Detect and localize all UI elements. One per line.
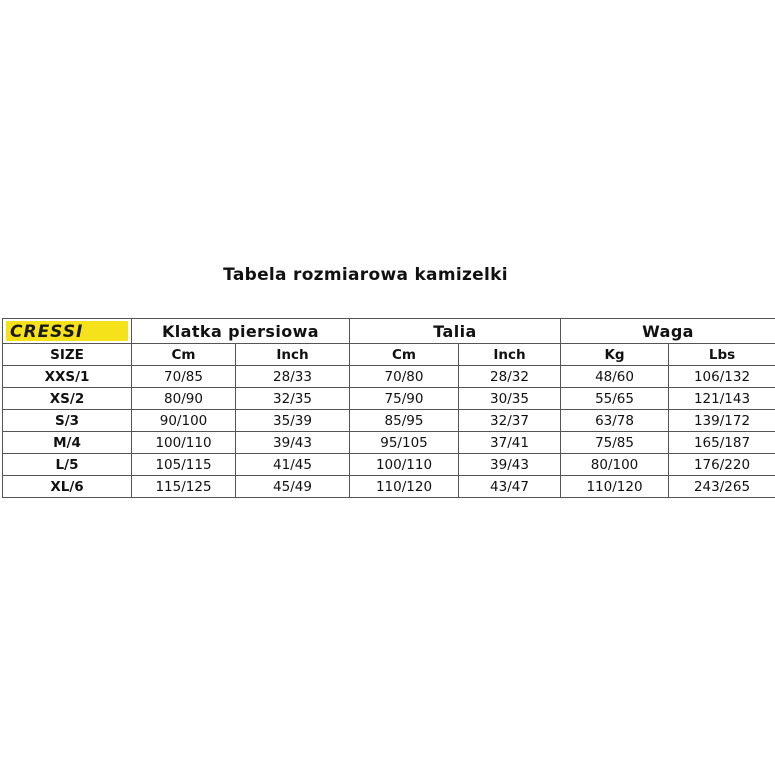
waist-inch-header: Inch (459, 344, 561, 366)
waist-inch-cell: 32/37 (459, 410, 561, 432)
weight-lbs-cell: 243/265 (669, 476, 775, 498)
chest-cm-header: Cm (132, 344, 236, 366)
chest-cm-cell: 105/115 (132, 454, 236, 476)
weight-kg-cell: 55/65 (561, 388, 669, 410)
weight-kg-cell: 48/60 (561, 366, 669, 388)
table-row (3, 476, 775, 498)
page-title: Tabela rozmiarowa kamizelki (223, 265, 508, 285)
waist-inch-cell: 39/43 (459, 454, 561, 476)
size-cell: XS/2 (3, 388, 132, 410)
weight-kg-cell: 80/100 (561, 454, 669, 476)
weight-kg-cell: 75/85 (561, 432, 669, 454)
chest-inch-header: Inch (236, 344, 350, 366)
chest-inch-cell: 41/45 (236, 454, 350, 476)
size-column-header: SIZE (3, 344, 132, 366)
group-header-row (3, 319, 775, 344)
chest-cm-cell: 90/100 (132, 410, 236, 432)
waist-inch-cell: 30/35 (459, 388, 561, 410)
waist-cm-cell: 85/95 (350, 410, 459, 432)
weight-lbs-cell: 139/172 (669, 410, 775, 432)
weight-lbs-cell: 165/187 (669, 432, 775, 454)
waist-cm-cell: 100/110 (350, 454, 459, 476)
size-cell: L/5 (3, 454, 132, 476)
group-waist-header: Talia (350, 319, 561, 344)
unit-header-row (3, 344, 775, 366)
waist-cm-header: Cm (350, 344, 459, 366)
weight-kg-cell: 110/120 (561, 476, 669, 498)
chest-cm-cell: 115/125 (132, 476, 236, 498)
size-cell: XL/6 (3, 476, 132, 498)
waist-cm-cell: 75/90 (350, 388, 459, 410)
size-cell: M/4 (3, 432, 132, 454)
brand-logo-cell (3, 319, 132, 344)
weight-lbs-header: Lbs (669, 344, 775, 366)
cressi-logo-graphic (6, 321, 124, 341)
chest-inch-cell: 39/43 (236, 432, 350, 454)
weight-lbs-cell: 176/220 (669, 454, 775, 476)
size-chart-table (2, 318, 775, 498)
chest-cm-cell: 100/110 (132, 432, 236, 454)
size-cell: XXS/1 (3, 366, 132, 388)
weight-kg-header: Kg (561, 344, 669, 366)
waist-inch-cell: 28/32 (459, 366, 561, 388)
chest-inch-cell: 28/33 (236, 366, 350, 388)
waist-cm-cell: 110/120 (350, 476, 459, 498)
chest-cm-cell: 80/90 (132, 388, 236, 410)
chest-inch-cell: 35/39 (236, 410, 350, 432)
weight-lbs-cell: 121/143 (669, 388, 775, 410)
waist-cm-cell: 95/105 (350, 432, 459, 454)
chest-inch-cell: 45/49 (236, 476, 350, 498)
table-row (3, 432, 775, 454)
waist-cm-cell: 70/80 (350, 366, 459, 388)
table-row (3, 366, 775, 388)
size-cell: S/3 (3, 410, 132, 432)
table-row (3, 410, 775, 432)
group-weight-header: Waga (561, 319, 775, 344)
weight-kg-cell: 63/78 (561, 410, 669, 432)
waist-inch-cell: 37/41 (459, 432, 561, 454)
group-chest-header: Klatka piersiowa (132, 319, 350, 344)
chest-cm-cell: 70/85 (132, 366, 236, 388)
table-row (3, 388, 775, 410)
svg-text:CRESSI: CRESSI (10, 322, 84, 341)
chest-inch-cell: 32/35 (236, 388, 350, 410)
weight-lbs-cell: 106/132 (669, 366, 775, 388)
cressi-logo (6, 321, 128, 341)
waist-inch-cell: 43/47 (459, 476, 561, 498)
table-row (3, 454, 775, 476)
